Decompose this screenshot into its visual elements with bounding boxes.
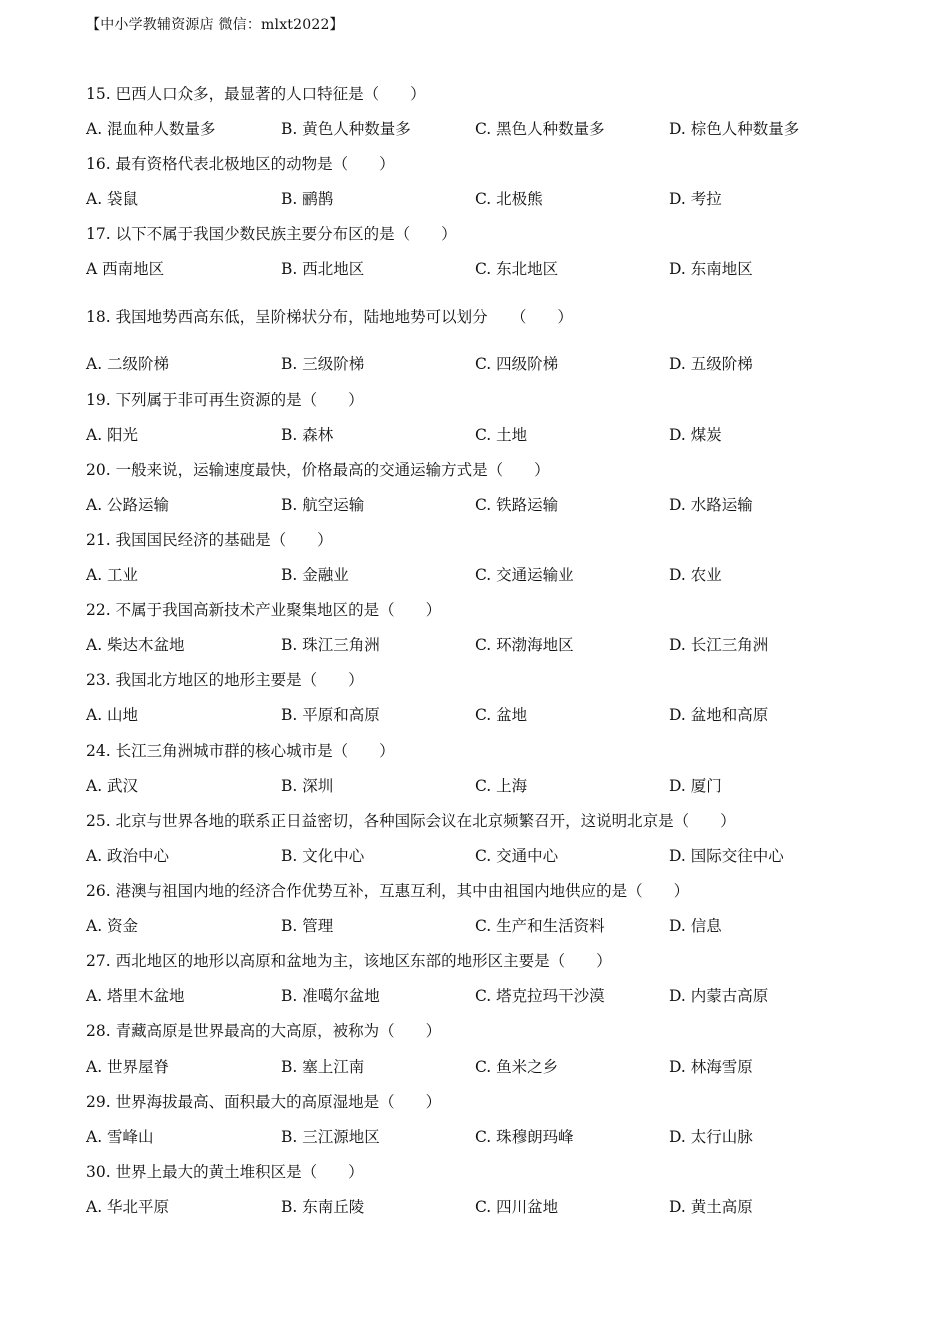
option-b: B. 平原和高原 bbox=[281, 706, 380, 724]
option-b: B. 鹂鹊 bbox=[281, 190, 334, 208]
option-b: B. 黄色人种数量多 bbox=[281, 120, 411, 138]
option-b: B. 森林 bbox=[281, 426, 334, 444]
option-a: A. 雪峰山 bbox=[86, 1128, 154, 1146]
option-c: C. 黑色人种数量多 bbox=[475, 120, 605, 138]
option-c: C. 上海 bbox=[475, 777, 528, 795]
option-c: C. 交通中心 bbox=[475, 847, 559, 865]
option-a: A. 世界屋脊 bbox=[86, 1058, 170, 1076]
option-d: D. 信息 bbox=[669, 917, 722, 935]
option-d: D. 黄土高原 bbox=[669, 1198, 753, 1216]
option-a: A. 公路运输 bbox=[86, 496, 170, 514]
option-d: D. 林海雪原 bbox=[669, 1058, 753, 1076]
option-a: A. 山地 bbox=[86, 706, 139, 724]
option-row bbox=[0, 117, 950, 141]
option-b: B. 深圳 bbox=[281, 777, 334, 795]
option-b: B. 航空运输 bbox=[281, 496, 365, 514]
option-d: D. 东南地区 bbox=[669, 260, 753, 278]
question-stem: 20. 一般来说，运输速度最快，价格最高的交通运输方式是（ ） bbox=[86, 461, 550, 479]
option-c: C. 盆地 bbox=[475, 706, 528, 724]
option-row bbox=[0, 914, 950, 938]
option-row bbox=[0, 1125, 950, 1149]
option-row bbox=[0, 633, 950, 657]
option-a: A. 政治中心 bbox=[86, 847, 170, 865]
option-d: D. 煤炭 bbox=[669, 426, 722, 444]
option-row bbox=[0, 774, 950, 798]
option-c: C. 鱼米之乡 bbox=[475, 1058, 559, 1076]
option-b: B. 管理 bbox=[281, 917, 334, 935]
option-a: A. 华北平原 bbox=[86, 1198, 170, 1216]
option-a: A. 资金 bbox=[86, 917, 139, 935]
option-c: C. 生产和生活资料 bbox=[475, 917, 605, 935]
option-d: D. 棕色人种数量多 bbox=[669, 120, 800, 138]
option-row bbox=[0, 563, 950, 587]
option-row bbox=[0, 257, 950, 281]
option-b: B. 塞上江南 bbox=[281, 1058, 365, 1076]
option-a: A 西南地区 bbox=[86, 260, 165, 278]
option-a: A. 二级阶梯 bbox=[86, 355, 170, 373]
question-stem: 18. 我国地势西高东低，呈阶梯状分布，陆地地势可以划分 （ ） bbox=[86, 308, 573, 326]
option-d: D. 水路运输 bbox=[669, 496, 753, 514]
option-b: B. 准噶尔盆地 bbox=[281, 987, 380, 1005]
option-d: D. 五级阶梯 bbox=[669, 355, 753, 373]
question-stem: 27. 西北地区的地形以高原和盆地为主，该地区东部的地形区主要是（ ） bbox=[86, 952, 612, 970]
option-d: D. 盆地和高原 bbox=[669, 706, 769, 724]
option-row bbox=[0, 984, 950, 1008]
option-d: D. 长江三角洲 bbox=[669, 636, 769, 654]
question-stem: 15. 巴西人口众多，最显著的人口特征是（ ） bbox=[86, 85, 426, 103]
option-d: D. 国际交往中心 bbox=[669, 847, 784, 865]
option-c: C. 塔克拉玛干沙漠 bbox=[475, 987, 605, 1005]
option-d: D. 太行山脉 bbox=[669, 1128, 753, 1146]
option-a: A. 阳光 bbox=[86, 426, 139, 444]
option-b: B. 金融业 bbox=[281, 566, 349, 584]
option-a: A. 武汉 bbox=[86, 777, 139, 795]
question-stem: 30. 世界上最大的黄土堆积区是（ ） bbox=[86, 1163, 364, 1181]
option-b: B. 珠江三角洲 bbox=[281, 636, 380, 654]
option-c: C. 交通运输业 bbox=[475, 566, 574, 584]
option-row bbox=[0, 423, 950, 447]
option-c: C. 北极熊 bbox=[475, 190, 543, 208]
question-stem: 16. 最有资格代表北极地区的动物是（ ） bbox=[86, 155, 395, 173]
question-stem: 21. 我国国民经济的基础是（ ） bbox=[86, 531, 333, 549]
option-b: B. 三级阶梯 bbox=[281, 355, 365, 373]
option-a: A. 袋鼠 bbox=[86, 190, 139, 208]
option-d: D. 厦门 bbox=[669, 777, 722, 795]
option-c: C. 环渤海地区 bbox=[475, 636, 574, 654]
option-c: C. 珠穆朗玛峰 bbox=[475, 1128, 574, 1146]
option-c: C. 铁路运输 bbox=[475, 496, 559, 514]
option-c: C. 四川盆地 bbox=[475, 1198, 559, 1216]
option-a: A. 塔里木盆地 bbox=[86, 987, 185, 1005]
option-b: B. 东南丘陵 bbox=[281, 1198, 365, 1216]
option-row bbox=[0, 187, 950, 211]
option-row bbox=[0, 1055, 950, 1079]
question-stem: 25. 北京与世界各地的联系正日益密切，各种国际会议在北京频繁召开，这说明北京是（ ） bbox=[86, 812, 736, 830]
option-c: C. 四级阶梯 bbox=[475, 355, 559, 373]
option-row bbox=[0, 703, 950, 727]
question-stem: 24. 长江三角洲城市群的核心城市是（ ） bbox=[86, 742, 395, 760]
question-stem: 23. 我国北方地区的地形主要是（ ） bbox=[86, 671, 364, 689]
option-c: C. 东北地区 bbox=[475, 260, 559, 278]
question-stem: 29. 世界海拔最高、面积最大的高原湿地是（ ） bbox=[86, 1093, 442, 1111]
option-row bbox=[0, 352, 950, 376]
option-b: B. 三江源地区 bbox=[281, 1128, 380, 1146]
question-stem: 22. 不属于我国高新技术产业聚集地区的是（ ） bbox=[86, 601, 442, 619]
option-a: A. 工业 bbox=[86, 566, 139, 584]
question-stem: 17. 以下不属于我国少数民族主要分布区的是（ ） bbox=[86, 225, 457, 243]
option-b: B. 文化中心 bbox=[281, 847, 365, 865]
question-stem: 28. 青藏高原是世界最高的大高原，被称为（ ） bbox=[86, 1022, 442, 1040]
option-row bbox=[0, 844, 950, 868]
page-header: 【中小学教辅资源店 微信：mlxt2022】 bbox=[86, 17, 344, 33]
option-d: D. 内蒙古高原 bbox=[669, 987, 769, 1005]
option-row bbox=[0, 1195, 950, 1219]
option-c: C. 土地 bbox=[475, 426, 528, 444]
question-stem: 19. 下列属于非可再生资源的是（ ） bbox=[86, 391, 364, 409]
option-d: D. 农业 bbox=[669, 566, 722, 584]
option-b: B. 西北地区 bbox=[281, 260, 365, 278]
option-a: A. 混血种人数量多 bbox=[86, 120, 216, 138]
question-stem: 26. 港澳与祖国内地的经济合作优势互补，互惠互利，其中由祖国内地供应的是（ ） bbox=[86, 882, 690, 900]
option-d: D. 考拉 bbox=[669, 190, 722, 208]
option-row bbox=[0, 493, 950, 517]
option-a: A. 柴达木盆地 bbox=[86, 636, 185, 654]
